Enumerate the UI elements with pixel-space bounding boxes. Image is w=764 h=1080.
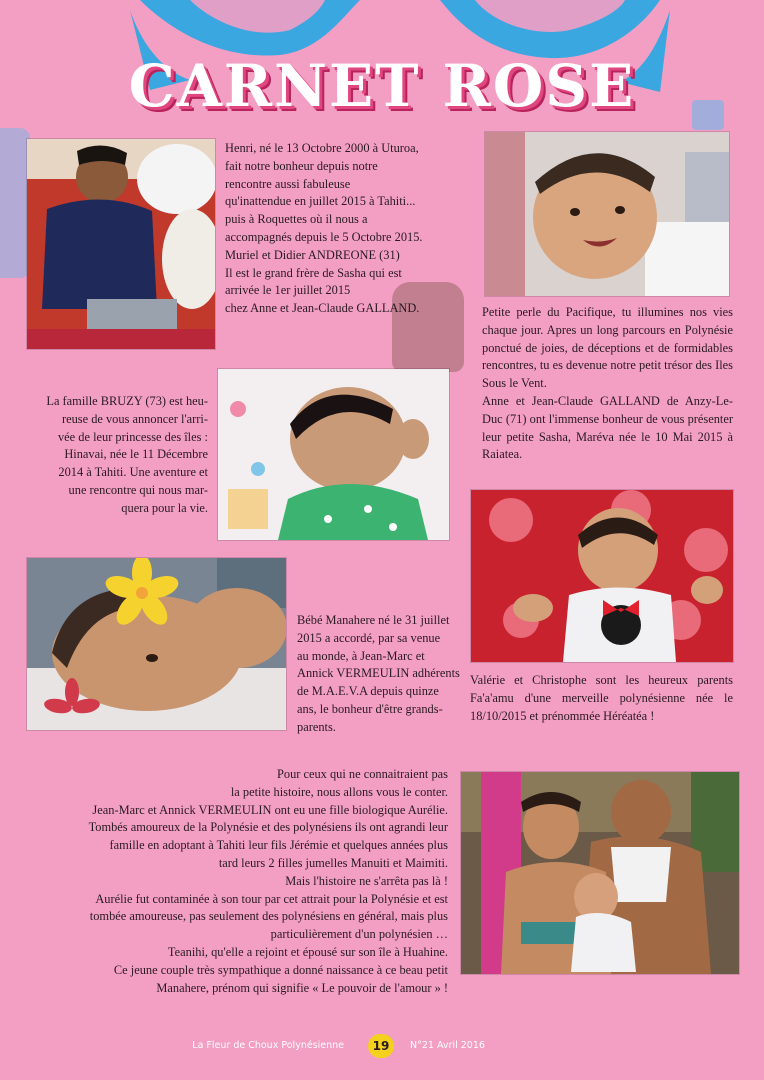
text-line: Tombés amoureux de la Polynésie et des polynésiens ils ont agrandi leur: [88, 820, 448, 835]
text-line: Muriel et Didier ANDREONE (31): [225, 247, 400, 262]
hereatea-text: Valérie et Christophe sont les heureux parents Fa'a'amu d'une merveille polynésienne née le 18/10/2015 et prénommée Héréatéa !: [470, 673, 733, 723]
text-line: accompagnés depuis le 5 Octobre 2015.: [225, 229, 423, 244]
photo-family: [461, 772, 739, 974]
text-line: Pour ceux qui ne connaitraient pas: [276, 767, 448, 781]
text-line: qu'inattendue en juillet 2015 à Tahiti...: [225, 194, 416, 209]
story-text: [40, 766, 448, 997]
text-line: au monde, à Jean-Marc et: [297, 648, 425, 663]
text-line: reuse de vous annoncer l'arri-: [61, 411, 208, 426]
text-line: Annick VERMEULIN adhérents: [297, 666, 460, 681]
text-line: Bébé Manahere né le 31 juillet: [297, 613, 450, 627]
publication-name: La Fleur de Choux Polynésienne: [192, 1040, 344, 1051]
text-line: parents.: [297, 719, 336, 734]
photo-sasha: [485, 132, 729, 296]
text-line: arrivée le 1er juillet 2015: [225, 283, 351, 298]
henri-caption: [225, 140, 430, 318]
sasha-caption: [482, 304, 733, 464]
photo-henri: [27, 139, 215, 349]
text-line: une rencontre qui nous mar-: [68, 482, 208, 497]
manahere-caption: [297, 612, 462, 737]
text-line: la petite histoire, nous allons vous le conter.: [230, 784, 448, 799]
photo-hinavai: [218, 369, 449, 540]
text-line: famille en adoptant à Tahiti leur fils Jérémie et quelques années plus: [109, 838, 448, 853]
text-line: particulièrement d'un polynésien …: [270, 927, 448, 942]
tiki-decoration-left: [0, 128, 30, 278]
text-line: Henri, né le 13 Octobre 2000 à Uturoa,: [225, 141, 419, 155]
page-number-badge: 19: [368, 1034, 394, 1058]
text-line: Jean-Marc et Annick VERMEULIN ont eu une fille biologique Aurélie.: [92, 802, 448, 817]
text-line: Hinavai, née le 11 Décembre: [64, 447, 208, 462]
text-line: Teanihi, qu'elle a rejoint et épousé sur son île à Huahine.: [167, 944, 448, 959]
text-line: Il est le grand frère de Sasha qui est: [225, 265, 402, 280]
text-line: Ce jeune couple très sympathique a donné naissance à ce beau petit: [113, 962, 448, 977]
page-footer: [0, 1034, 764, 1058]
text-line: rencontre aussi fabuleuse: [225, 176, 351, 191]
hereatea-caption: [470, 672, 733, 725]
text-line: tard leurs 2 filles jumelles Manuiti et Maimiti.: [218, 855, 448, 870]
text-line: 2015 a accordé, par sa venue: [297, 630, 441, 645]
text-line: Manahere, prénom qui signifie « Le pouvoir de l'amour » !: [156, 980, 448, 995]
text-line: fait notre bonheur depuis notre: [225, 158, 378, 173]
text-line: quera pour la vie.: [121, 500, 208, 515]
sasha-paragraph-2: Anne et Jean-Claude GALLAND de Anzy-Le-Duc (71) ont l'immense bonheur de vous présenter leur petite Sasha, Maréva née le 10 Mai 2015 à Raiatea.: [482, 393, 733, 462]
text-line: vée de leur princesse des îles :: [57, 429, 208, 444]
bruzy-caption: [20, 393, 208, 518]
text-line: ans, le bonheur d'être grands-: [297, 701, 443, 716]
sasha-paragraph-1: Petite perle du Pacifique, tu illumines nos vies chaque jour. Apres un long parcours en Polynésie ponctué de joies, de déceptions et de formidables rencontres, tu es devenue notre petit trésor des Iles Sous le Vent.: [482, 305, 733, 391]
page-title: CARNET ROSE: [128, 52, 636, 120]
text-line: tombée amoureuse, pas seulement des polynésiens en général, mais plus: [89, 909, 448, 924]
photo-manahere: [27, 558, 286, 730]
text-line: La famille BRUZY (73) est heu-: [46, 394, 208, 408]
text-line: 2014 à Tahiti. Une aventure et: [58, 465, 208, 480]
text-line: de M.A.E.V.A depuis quinze: [297, 684, 439, 699]
text-line: chez Anne et Jean-Claude GALLAND.: [225, 301, 420, 316]
text-line: Aurélie fut contaminée à son tour par cet attrait pour la Polynésie et est: [95, 891, 448, 906]
text-line: puis à Roquettes où il nous a: [225, 212, 368, 227]
issue-label: N°21 Avril 2016: [410, 1040, 485, 1051]
photo-hereatea: [471, 490, 733, 662]
text-line: Mais l'histoire ne s'arrêta pas là !: [285, 873, 448, 888]
